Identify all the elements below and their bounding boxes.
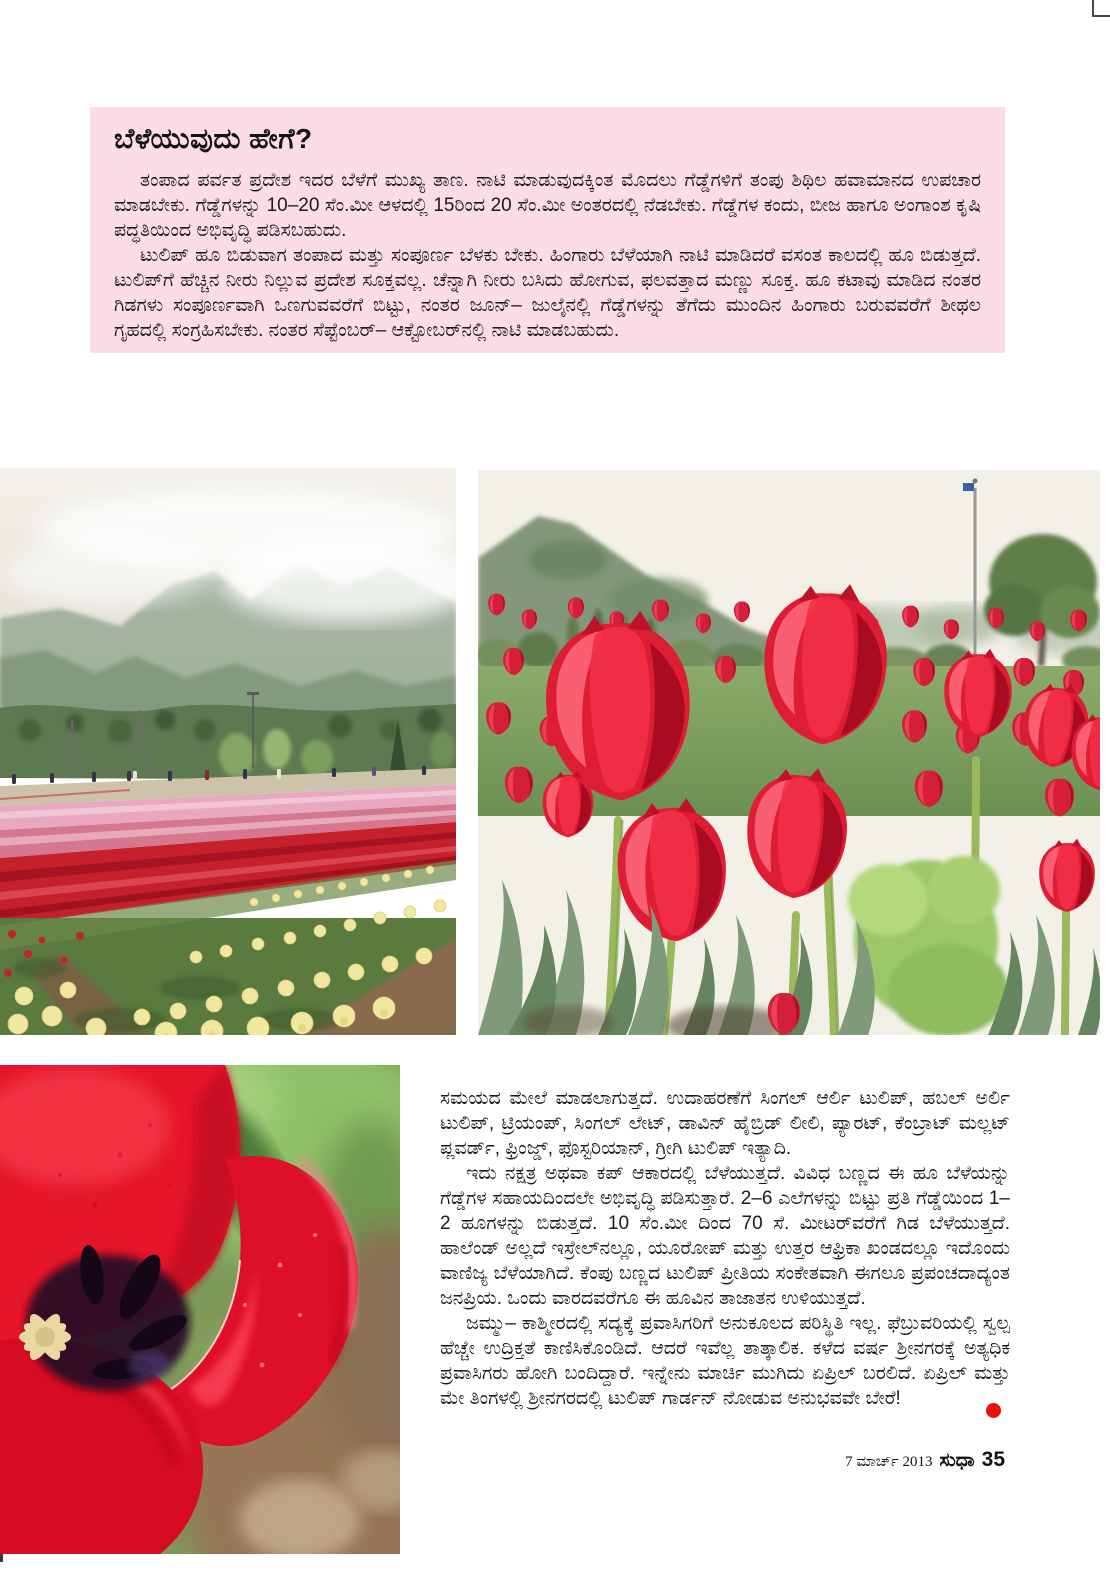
info-box-paragraph: ತಂಪಾದ ಪರ್ವತ ಪ್ರದೇಶ ಇದರ ಬೆಳೆಗೆ ಮುಖ್ಯ ತಾಣ. ನಾಟಿ ಮಾಡುವುದಕ್ಕಿಂತ ಮೊದಲು ಗೆಡ್ಡೆಗಳಿಗೆ ತಂಪು ಶಿಥಿಲ ಹವಾಮಾನದ ಉಪಚಾರ ಮಾಡಬೇಕು. ಗೆಡ್ಡೆಗಳನ್ನು 10–20 ಸೆಂ.ಮೀ ಆಳದಲ್ಲಿ 15ರಿಂದ 20 ಸೆಂ.ಮೀ ಅಂತರದಲ್ಲಿ ನೆಡಬೇಕು. ಗೆಡ್ಡೆಗಳ ಕಂದು, ಬೀಜ ಹಾಗೂ ಅಂಗಾಂಶ ಕೃಷಿ ಪದ್ಧತಿಯಿಂದ ಅಭಿವೃದ್ಧಿ ಪಡಿಸಬಹುದು. — [114, 170, 981, 241]
page-footer — [845, 1448, 1005, 1472]
article-text-column — [440, 1086, 1010, 1411]
article-paragraph: ಜಮ್ಮು– ಕಾಶ್ಮೀರದಲ್ಲಿ ಸದ್ಯಕ್ಕೆ ಪ್ರವಾಸಿಗರಿಗೆ ಅನುಕೂಲದ ಪರಿಸ್ಥಿತಿ ಇಲ್ಲ. ಫೆಬ್ರುವರಿಯಲ್ಲಿ ಸ್ವಲ್ಪ ಹೆಚ್ಚೇ ಉದ್ರಿಕ್ತತೆ ಕಾಣಿಸಿಕೊಂಡಿದೆ. ಆದರೆ ಇವೆಲ್ಲ ತಾತ್ಕಾಲಿಕ. ಕಳೆದ ವರ್ಷ ಶ್ರೀನಗರಕ್ಕೆ ಅತ್ಯಧಿಕ ಪ್ರವಾಸಿಗರು ಹೋಗಿ ಬಂದಿದ್ದಾರೆ. ಇನ್ನೇನು ಮಾರ್ಚಿ ಮುಗಿದು ಏಪ್ರಿಲ್ ಬರಲಿದೆ. ಏಪ್ರಿಲ್ ಮತ್ತು ಮೇ ತಿಂಗಳಲ್ಲಿ ಶ್ರೀನಗರದಲ್ಲಿ ಟುಲಿಪ್ ಗಾರ್ಡನ್ ನೋಡುವ ಅನುಭವವೇ ಬೇರೆ! — [440, 1313, 1010, 1409]
footer-magazine-name: ಸುಧಾ — [939, 1450, 975, 1471]
photo-tulip-field-panorama — [0, 468, 456, 1035]
crop-mark-vertical — [1092, 0, 1094, 15]
photo-red-tulips-closeup — [478, 470, 1100, 1035]
footer-date: 7 ಮಾರ್ಚ್ 2013 — [845, 1454, 933, 1470]
info-box-paragraph: ಟುಲಿಪ್ ಹೂ ಬಿಡುವಾಗ ತಂಪಾದ ಮತ್ತು ಸಂಪೂರ್ಣ ಬೆಳಕು ಬೇಕು. ಹಿಂಗಾರು ಬೆಳೆಯಾಗಿ ನಾಟಿ ಮಾಡಿದರೆ ವಸಂತ ಕಾಲದಲ್ಲಿ ಹೂ ಬಿಡುತ್ತದೆ. ಟುಲಿಪ್‌ಗೆ ಹೆಚ್ಚಿನ ನೀರು ನಿಲ್ಲುವ ಪ್ರದೇಶ ಸೂಕ್ತವಲ್ಲ. ಚೆನ್ನಾಗಿ ನೀರು ಬಸಿದು ಹೋಗುವ, ಫಲವತ್ತಾದ ಮಣ್ಣು ಸೂಕ್ತ. ಹೂ ಕಟಾವು ಮಾಡಿದ ನಂತರ ಗಿಡಗಳು ಸಂಪೂರ್ಣವಾಗಿ ಒಣಗುವವರೆಗೆ ಬಿಟ್ಟು, ನಂತರ ಜೂನ್– ಜುಲೈನಲ್ಲಿ ಗೆಡ್ಡೆಗಳನ್ನು ತೆಗೆದು ಮುಂದಿನ ಹಿಂಗಾರು ಬರುವವರೆಗೆ ಶೀಥಲ ಗೃಹದಲ್ಲಿ ಸಂಗ್ರಹಿಸಬೇಕು. ನಂತರ ಸೆಪ್ಟೆಂಬರ್– ಆಕ್ಟೋಬರ್‌ನಲ್ಲಿ ನಾಟಿ ಮಾಡಬಹುದು. — [114, 245, 981, 341]
info-box-title: ಬೆಳೆಯುವುದು ಹೇಗೆ? — [114, 123, 313, 154]
photo-red-tulip-macro — [0, 1065, 400, 1554]
article-paragraph: ಇದು ನಕ್ಷತ್ರ ಅಥವಾ ಕಪ್ ಆಕಾರದಲ್ಲಿ ಬೆಳೆಯುತ್ತದೆ. ವಿವಿಧ ಬಣ್ಣದ ಈ ಹೂ ಬೆಳೆಯನ್ನು ಗೆಡ್ಡೆಗಳ ಸಹಾಯದಿಂದಲೇ ಅಭಿವೃದ್ಧಿ ಪಡಿಸುತ್ತಾರೆ. 2–6 ಎಲೆಗಳನ್ನು ಬಿಟ್ಟು ಪ್ರತಿ ಗೆಡ್ಡೆಯಿಂದ 1– 2 ಹೂಗಳನ್ನು ಬಿಡುತ್ತದೆ. 10 ಸೆಂ.ಮೀ ದಿಂದ 70 ಸೆ. ಮೀಟರ್‌ವರೆಗೆ ಗಿಡ ಬೆಳೆಯುತ್ತದೆ. ಹಾಲೆಂಡ್ ಅಲ್ಲದೆ ಇಸ್ರೇಲ್‌ನಲ್ಲೂ, ಯೂರೋಪ್ ಮತ್ತು ಉತ್ತರ ಆಫ್ರಿಕಾ ಖಂಡದಲ್ಲೂ ಇದೊಂದು ವಾಣಿಜ್ಯ ಬೆಳೆಯಾಗಿದೆ. ಕೆಂಪು ಬಣ್ಣದ ಟುಲಿಪ್ ಪ್ರೀತಿಯ ಸಂಕೇತವಾಗಿ ಈಗಲೂ ಪ್ರಪಂಚದಾದ್ಯಂತ ಜನಪ್ರಿಯ. ಒಂದು ವಾರದವರೆಗೂ ಈ ಹೂವಿನ ತಾಜಾತನ ಉಳಿಯುತ್ತದೆ. — [440, 1163, 1010, 1309]
footer-page-number: 35 — [981, 1448, 1005, 1471]
article-paragraph: ಸಮಯದ ಮೇಲೆ ಮಾಡಲಾಗುತ್ತದೆ. ಉದಾಹರಣೆಗೆ ಸಿಂಗಲ್ ಆರ್ಲಿ ಟುಲಿಪ್, ಹಬಲ್ ಅರ್ಲಿ ಟುಲಿಪ್, ಟ್ರಿಯಂಪ್, ಸಿಂಗಲ್ ಲೇಟ್, ಡಾವಿನ್ ಹೈಬ್ರಿಡ್ ಲೀಲಿ, ಪ್ಯಾರಟ್, ಕೆಂಬ್ರಾಟ್ ಮಲ್ಲಟ್ ಪ್ಲವರ್ಡ್, ಫ್ರಿಂಜ್ಡ್, ಫೊಸ್ಟರಿಯಾನ್, ಗ್ರೀಗಿ ಟುಲಿಪ್ ಇತ್ಯಾದಿ. — [440, 1088, 1010, 1159]
crop-mark-horizontal — [1092, 15, 1110, 17]
info-box — [90, 107, 1005, 353]
article-end-dot — [986, 1403, 1001, 1418]
